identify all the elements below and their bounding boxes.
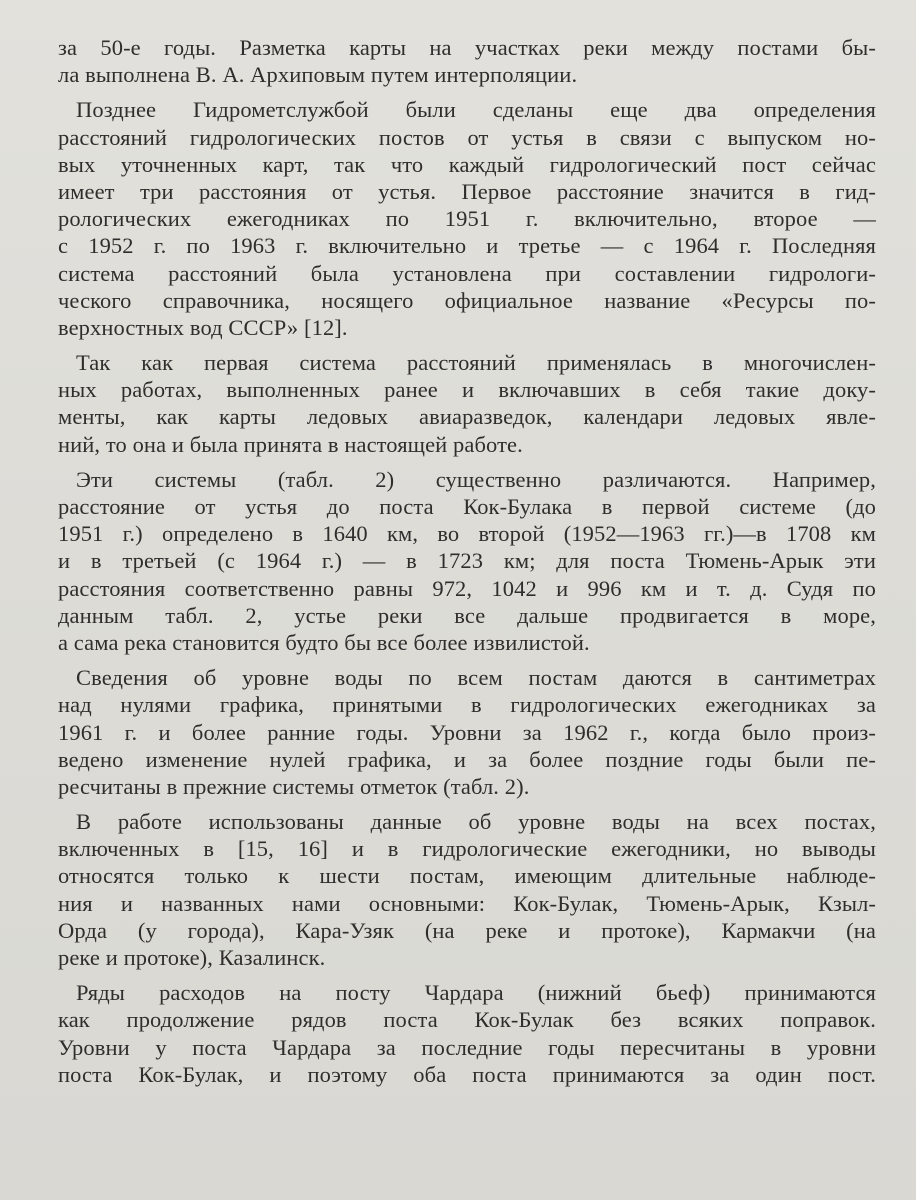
paragraph <box>58 34 876 88</box>
text-line: и в третьей (с 1964 г.) — в 1723 км; для поста Тюмень-Арык эти <box>58 548 876 574</box>
text-line: система расстояний была установлена при составлении гидрологи- <box>58 260 876 286</box>
text-line: поста Кок-Булак, и поэтому оба поста принимаются за один пост. <box>58 1061 876 1087</box>
paragraph <box>58 96 876 341</box>
text-line: 1961 г. и более ранние годы. Уровни за 1962 г., когда было произ- <box>58 719 876 745</box>
text-line: В работе использованы данные об уровне воды на всех постах, <box>76 809 876 835</box>
text-line: расстояние от устья до поста Кок-Булака в первой системе (до <box>58 494 876 519</box>
text-line: Так как первая система расстояний применялась в многочислен- <box>76 350 876 376</box>
text-line: рологических ежегодниках по 1951 г. включительно, второе — <box>58 206 876 232</box>
text-line: Сведения об уровне воды по всем постам даются в сантиметрах <box>76 665 876 691</box>
text-line: за 50-е годы. Разметка карты на участках реки между постами бы- <box>58 35 876 60</box>
text-line: расстояний гидрологических постов от устья в связи с выпуском но- <box>58 124 876 150</box>
text-line: Уровни у поста Чардара за последние годы пересчитаны в уровни <box>58 1034 876 1060</box>
text-line: над нулями графика, принятыми в гидрологических ежегодниках за <box>58 692 876 718</box>
paragraph <box>58 808 876 971</box>
text-line: ла выполнена В. А. Архиповым путем интерполяции. <box>58 62 578 88</box>
paragraph <box>58 466 876 656</box>
text-line: Ряды расходов на посту Чардара (нижний бьеф) принимаются <box>76 980 876 1006</box>
text-line: ческого справочника, носящего официальное название «Ресурсы по- <box>58 287 876 313</box>
paragraph <box>58 349 876 458</box>
text-line: ных работах, выполненных ранее и включавших в себя такие доку- <box>58 377 876 403</box>
text-line: относятся только к шести постам, имеющим длительные наблюде- <box>58 863 876 889</box>
text-line: ний, то она и была принята в настоящей работе. <box>58 431 523 457</box>
paragraph <box>58 979 876 1088</box>
text-line: данным табл. 2, устье реки все дальше продвигается в море, <box>58 602 876 628</box>
paragraph <box>58 664 876 800</box>
text-line: ния и названных нами основными: Кок-Булак, Тюмень-Арык, Кзыл- <box>58 890 876 916</box>
body-text <box>58 34 876 1096</box>
text-line: реке и протоке), Казалинск. <box>58 945 326 970</box>
text-line: Позднее Гидрометслужбой были сделаны еще два определения <box>76 97 876 123</box>
text-line: расстояния соответственно равны 972, 1042 и 996 км и т. д. Судя по <box>58 575 876 601</box>
text-line: вых уточненных карт, так что каждый гидрологический пост сейчас <box>58 151 876 177</box>
text-line: верхностных вод СССР» [12]. <box>58 314 348 340</box>
text-line: ресчитаны в прежние системы отметок (табл. 2). <box>58 773 530 799</box>
text-line: Орда (у города), Кара-Узяк (на реке и протоке), Кармакчи (на <box>58 917 876 943</box>
text-line: 1951 г.) определено в 1640 км, во второй (1952—1963 гг.)—в 1708 км <box>58 521 876 547</box>
text-line: менты, как карты ледовых авиаразведок, календари ледовых явле- <box>58 404 876 430</box>
text-line: Эти системы (табл. 2) существенно различаются. Например, <box>76 466 876 492</box>
text-line: включенных в [15, 16] и в гидрологические ежегодники, но выводы <box>58 836 876 862</box>
text-line: с 1952 г. по 1963 г. включительно и третье — с 1964 г. Последняя <box>58 233 876 259</box>
text-line: как продолжение рядов поста Кок-Булак без всяких поправок. <box>58 1007 876 1033</box>
text-line: ведено изменение нулей графика, и за более поздние годы были пе- <box>58 746 876 772</box>
text-line: имеет три расстояния от устья. Первое расстояние значится в гид- <box>58 178 876 204</box>
text-line: а сама река становится будто бы все более извилистой. <box>58 629 590 655</box>
